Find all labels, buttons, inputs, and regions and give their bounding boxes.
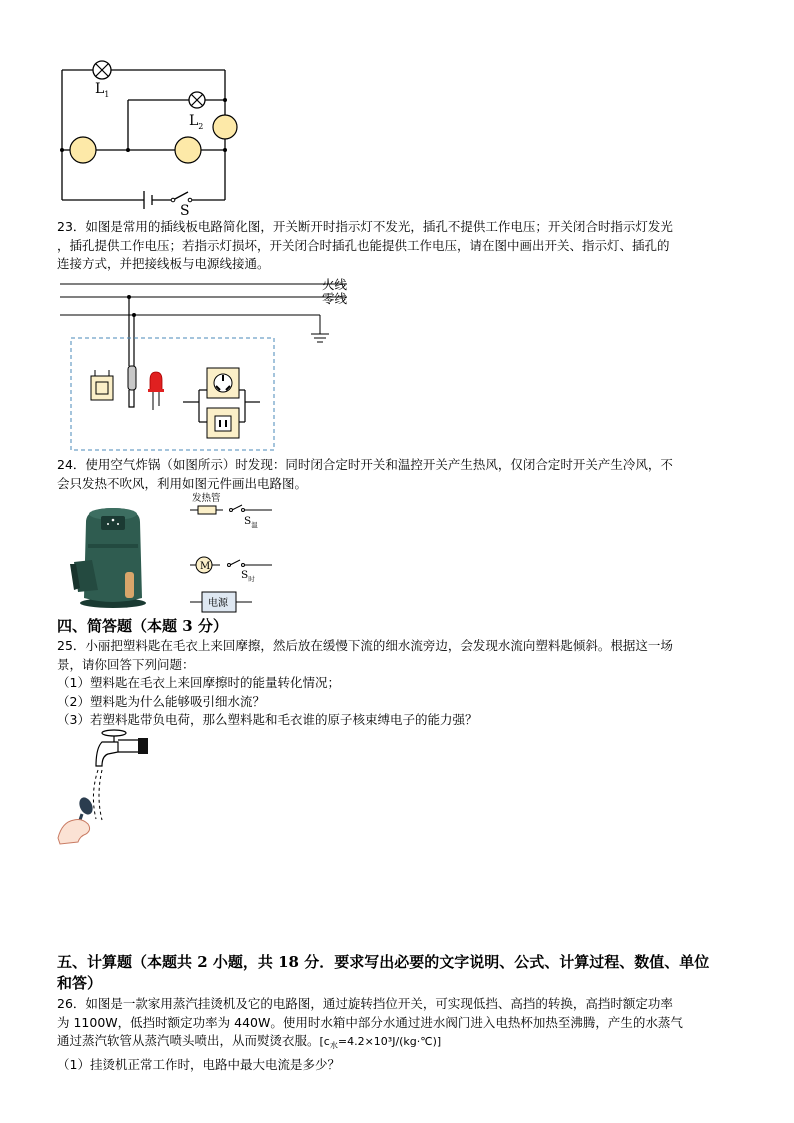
faucet-spoon-image xyxy=(52,724,162,848)
lamp-l1 xyxy=(93,61,111,79)
power-strip-figure xyxy=(55,272,355,454)
water-heat-constant: $[c_水=4.2\times 10^3J/(kg\cdot℃)]$ xyxy=(319,1035,442,1051)
power-label: 电源 xyxy=(208,598,228,609)
q25-sub3: （3）若塑料匙带负电荷，那么塑料匙和毛衣谁的原子核束缚电子的能力强？ xyxy=(57,712,478,727)
q25-line: 25．小丽把塑料匙在毛衣上来回摩擦，然后放在缓慢下流的细水流旁边，会发现水流向塑料匙倾斜。根据这一场 xyxy=(57,638,673,653)
q25-text xyxy=(57,637,747,730)
hand-icon xyxy=(58,820,90,845)
motor-label: M xyxy=(200,561,211,572)
heater-icon xyxy=(198,506,216,514)
lamp-l2 xyxy=(189,92,205,108)
heater-label: 发热管 xyxy=(192,493,221,504)
q23-line: ，插孔提供工作电压；若指示灯损坏，开关闭合时插孔也能提供工作电压，请在图中画出开关、指示灯、插孔的 xyxy=(57,237,670,253)
lamp-left xyxy=(70,137,96,163)
q23-text xyxy=(57,218,747,274)
q26-text xyxy=(57,995,747,1074)
fire-wire-label: 火线 xyxy=(322,277,348,292)
q26-line xyxy=(57,1032,747,1056)
lamp-right xyxy=(213,115,237,139)
label-s: S xyxy=(180,203,190,215)
q26-line3-text: 通过蒸汽软管从蒸汽喷头喷出，从而熨烫衣服。 xyxy=(57,1033,320,1048)
q24-line: 24．使用空气炸锅（如图所示）时发现：同时闭合定时开关和温控开关产生热风，仅闭合定时开关产生冷风，不 xyxy=(57,457,673,472)
q25-sub1: （1）塑料匙在毛衣上来回摩擦时的能量转化情况； xyxy=(57,675,340,690)
lamp-middle xyxy=(175,137,201,163)
fuse-icon xyxy=(128,366,136,390)
indicator-led-icon xyxy=(148,372,164,410)
section5-heading-line: 五、计算题（本题共 2 小题，共 18 分．要求写出必要的文字说明、公式、计算过程、数值、单位 xyxy=(57,953,710,971)
section5-heading xyxy=(57,952,747,994)
socket-three-hole-icon xyxy=(207,368,239,398)
q23-line: 23．如图是常用的插线板电路简化图，开关断开时指示灯不发光，插孔不提供工作电压；开关闭合时指示灯发光 xyxy=(57,219,673,234)
q25-line: 景，请你回答下列问题： xyxy=(57,656,195,672)
zero-wire-label: 零线 xyxy=(322,291,348,306)
q26-line: 为 1100W，低挡时额定功率为 440W。使用时水箱中部分水通过进水阀门进入电热杯加热至沸腾，产生的水蒸气 xyxy=(57,1014,683,1030)
q23-line: 连接方式，并把接线板与电源线接通。 xyxy=(57,256,270,271)
label-l1: $L_1$ xyxy=(95,81,110,99)
socket-two-hole-icon xyxy=(207,408,239,438)
air-fryer-image xyxy=(68,500,158,612)
switch-icon xyxy=(91,370,113,400)
s-timer-label: $S_时$ xyxy=(241,569,255,583)
label-l2: $L_2$ xyxy=(189,113,204,131)
q24-line: 会只发热不吹风，利用如图元件画出电路图。 xyxy=(57,475,308,491)
components-figure xyxy=(186,492,276,616)
q26-line: 26．如图是一款家用蒸汽挂烫机及它的电路图，通过旋转挡位开关，可实现低挡、高挡的转换，高挡时额定功率 xyxy=(57,996,673,1011)
section4-heading: 四、简答题（本题 3 分） xyxy=(57,617,228,635)
top-circuit-figure xyxy=(55,55,245,215)
section5-heading-line: 和答） xyxy=(57,974,103,992)
q26-sub1: （1）挂烫机正常工作时，电路中最大电流是多少？ xyxy=(57,1056,340,1072)
s-temp-label: $S_温$ xyxy=(244,515,258,529)
q24-text xyxy=(57,456,747,493)
q25-sub2: （2）塑料匙为什么能够吸引细水流？ xyxy=(57,693,265,709)
